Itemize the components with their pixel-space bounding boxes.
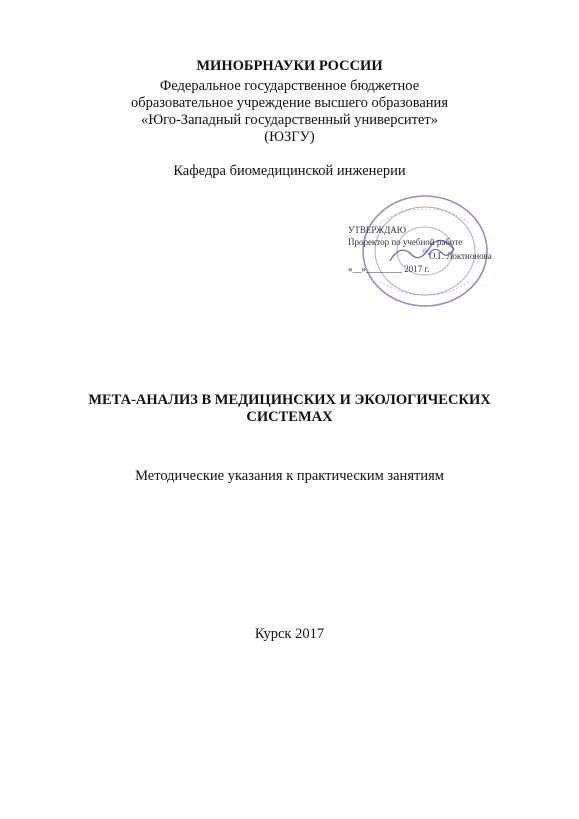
department-name: Кафедра биомедицинской инженерии [173,163,406,179]
document-title-line-1: МЕТА-АНАЛИЗ В МЕДИЦИНСКИХ И ЭКОЛОГИЧЕСКИХ [88,392,491,408]
place-and-year: Курск 2017 [254,626,325,642]
approval-label: УТВЕРЖДАЮ [348,225,407,235]
org-line-3: «Юго-Западный государственный университет» [140,112,439,128]
document-title-line-2: СИСТЕМАХ [246,409,333,425]
org-abbreviation: (ЮЗГУ) [264,129,315,145]
approval-stamp [330,193,515,311]
approval-date: «__»________ 2017 г. [348,264,430,274]
org-line-1: Федеральное государственное бюджетное [159,78,420,94]
document-subtitle: Методические указания к практическим занятиям [135,468,444,484]
org-line-2: образовательное учреждение высшего образования [130,95,448,111]
approval-position: Проректор по учебной работе [348,237,463,247]
ministry-name: МИНОБРНАУКИ РОССИИ [196,58,383,74]
approval-signature-name: О.Г. Локтионова [429,251,492,261]
